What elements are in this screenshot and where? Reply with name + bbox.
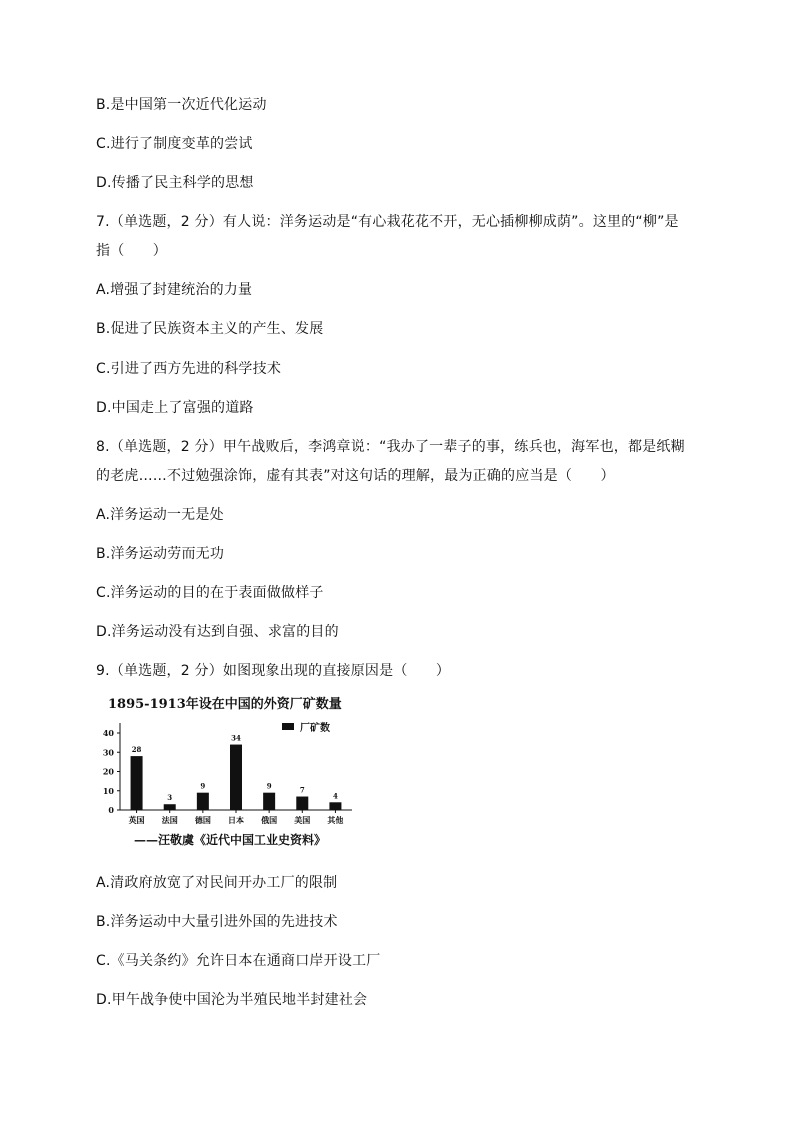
bar-value-label: 34 [231, 733, 241, 743]
option-d: D.传播了民主科学的思想 [96, 175, 254, 191]
y-tick-labels [103, 728, 115, 815]
bar-value-label: 7 [299, 785, 305, 795]
category-label: 英国 [128, 815, 145, 825]
option-b: B.是中国第一次近代化运动 [96, 97, 267, 113]
bar [296, 797, 308, 810]
question-7-stem: 7.（单选题，2 分）有人说：洋务运动是“有心栽花花不开，无心插柳柳成荫”。这里的“柳”是 [96, 214, 679, 230]
option-a: A.洋务运动一无是处 [96, 507, 224, 523]
option-c: C.洋务运动的目的在于表面做做样子 [96, 585, 324, 601]
option-a: A.增强了封建统治的力量 [96, 282, 253, 298]
chart-source: ——汪敬虞《近代中国工业史资料》 [134, 833, 327, 847]
option-c: C.进行了制度变革的尝试 [96, 136, 253, 152]
bar-value-label: 9 [200, 781, 206, 791]
bar-chart-svg [94, 690, 366, 852]
option-c: C.《马关条约》允许日本在通商口岸开设工厂 [96, 953, 381, 969]
bar [329, 802, 341, 810]
option-d: D.洋务运动没有达到自强、求富的目的 [96, 624, 339, 640]
question-8-stem: 8.（单选题，2 分）甲午战败后，李鸿章说：“我办了一辈子的事，练兵也，海军也，都是纸糊 [96, 439, 685, 455]
chart-legend [282, 721, 330, 734]
y-tick-label: 30 [102, 747, 114, 758]
bar [164, 804, 176, 810]
bar [230, 745, 242, 810]
bar-value-label: 9 [266, 781, 272, 791]
question-8-stem-cont: 的老虎……不过勉强涂饰，虚有其表”对这句话的理解，最为正确的应当是（ ） [96, 468, 615, 484]
bar [263, 793, 275, 810]
category-label: 美国 [294, 815, 311, 825]
option-d: D.甲午战争使中国沦为半殖民地半封建社会 [96, 992, 368, 1008]
question-9-stem: 9.（单选题，2 分）如图现象出现的直接原因是（ ） [96, 663, 451, 679]
option-a: A.清政府放宽了对民间开办工厂的限制 [96, 875, 338, 891]
bar-value-label: 4 [332, 791, 338, 801]
category-label: 日本 [228, 815, 244, 825]
y-tick-label: 0 [108, 805, 114, 815]
foreign-factories-chart [94, 690, 366, 852]
y-tick-label: 20 [102, 766, 114, 777]
bar [197, 793, 209, 810]
bar-value-label: 28 [131, 745, 142, 755]
legend-label: 厂矿数 [300, 723, 330, 734]
category-label: 俄国 [261, 815, 278, 825]
category-labels [129, 815, 344, 825]
y-tick-label: 10 [102, 785, 114, 796]
question-7-stem-cont: 指（ ） [96, 243, 167, 259]
category-label: 法国 [161, 815, 178, 825]
option-b: B.洋务运动中大量引进外国的先进技术 [96, 914, 338, 930]
option-c: C.引进了西方先进的科学技术 [96, 361, 282, 377]
legend-swatch [282, 723, 294, 730]
bar [131, 756, 143, 810]
category-label: 其他 [327, 815, 344, 825]
option-b: B.促进了民族资本主义的产生、发展 [96, 321, 324, 337]
chart-bars [131, 745, 342, 810]
category-label: 德国 [194, 815, 211, 825]
option-b: B.洋务运动劳而无功 [96, 546, 225, 562]
option-d: D.中国走上了富强的道路 [96, 400, 254, 416]
chart-title: 1895-1913年设在中国的外资厂矿数量 [108, 697, 342, 712]
y-tick-label: 40 [102, 728, 114, 738]
bar-value-label: 3 [167, 793, 173, 803]
